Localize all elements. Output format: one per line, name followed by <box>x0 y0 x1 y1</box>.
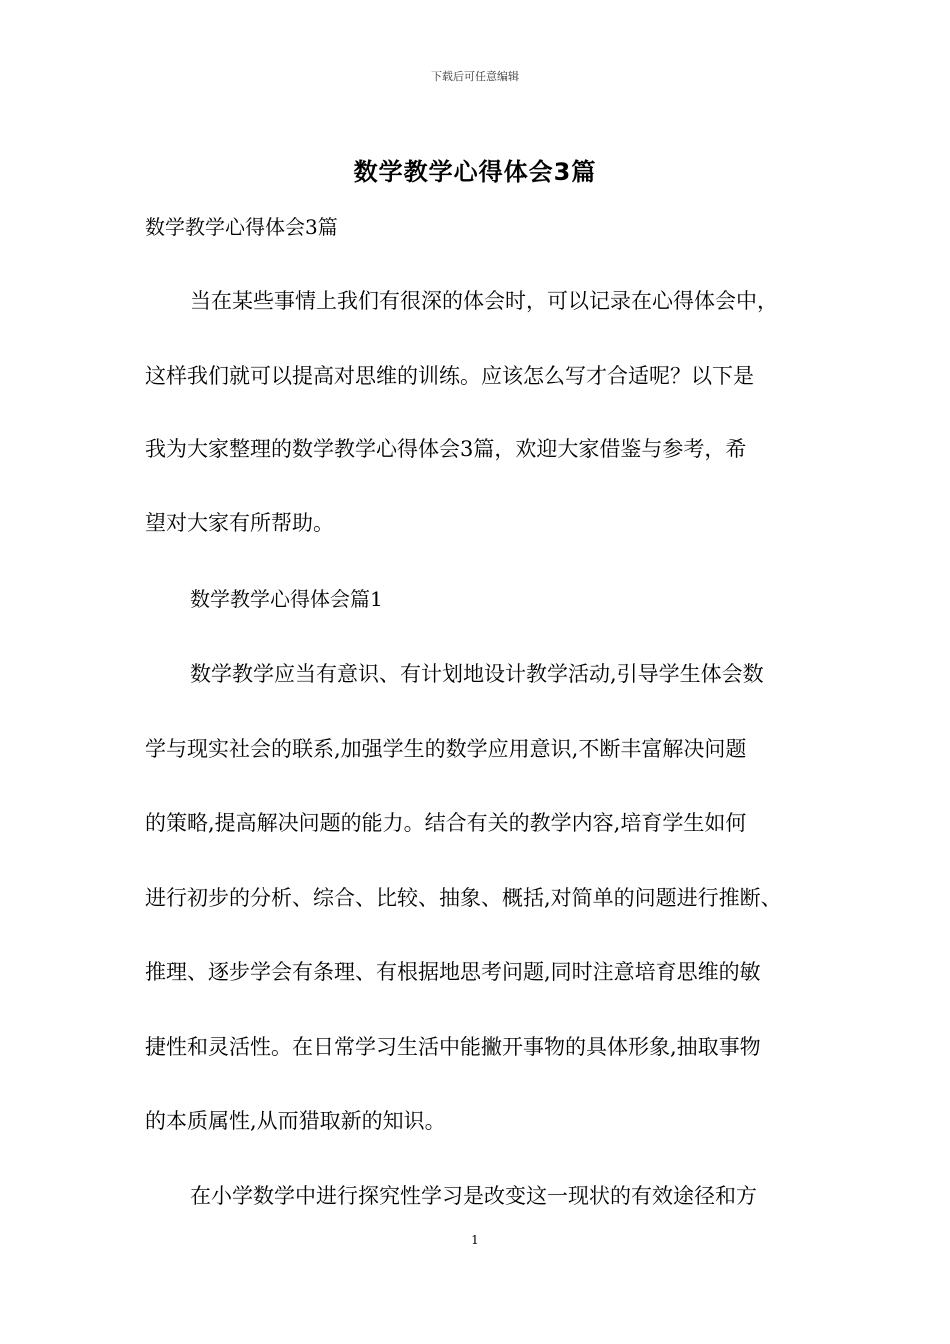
paragraph-line: 捷性和灵活性。在日常学习生活中能撇开事物的具体形象,抽取事物 <box>145 1035 761 1059</box>
document-subtitle: 数学教学心得体会3篇 <box>145 215 338 239</box>
paragraph-line: 进行初步的分析、综合、比较、抽象、概括,对简单的问题进行推断、 <box>145 886 782 910</box>
paragraph-line: 的策略,提高解决问题的能力。结合有关的教学内容,培育学生如何 <box>145 811 747 835</box>
paragraph-line: 学与现实社会的联系,加强学生的数学应用意识,不断丰富解决问题 <box>145 737 747 761</box>
paragraph-line: 我为大家整理的数学教学心得体会3篇，欢迎大家借鉴与参考，希 <box>145 437 747 461</box>
header-note: 下载后可任意编辑 <box>431 70 519 83</box>
paragraph-line: 望对大家有所帮助。 <box>145 511 334 535</box>
page-number: 1 <box>471 1233 479 1247</box>
document-title: 数学教学心得体会3篇 <box>353 158 597 186</box>
paragraph-line: 这样我们就可以提高对思维的训练。应该怎么写才合适呢？以下是 <box>145 364 754 388</box>
paragraph-line: 当在某些事情上我们有很深的体会时，可以记录在心得体会中， <box>190 289 778 313</box>
paragraph-line: 推理、逐步学会有条理、有根据地思考问题,同时注意培育思维的敏 <box>145 960 761 984</box>
paragraph-line: 数学教学应当有意识、有计划地设计教学活动,引导学生体会数 <box>190 662 764 686</box>
paragraph-line: 的本质属性,从而猎取新的知识。 <box>145 1109 446 1133</box>
paragraph-line: 在小学数学中进行探究性学习是改变这一现状的有效途径和方 <box>190 1184 757 1208</box>
section-heading: 数学教学心得体会篇1 <box>190 587 383 611</box>
